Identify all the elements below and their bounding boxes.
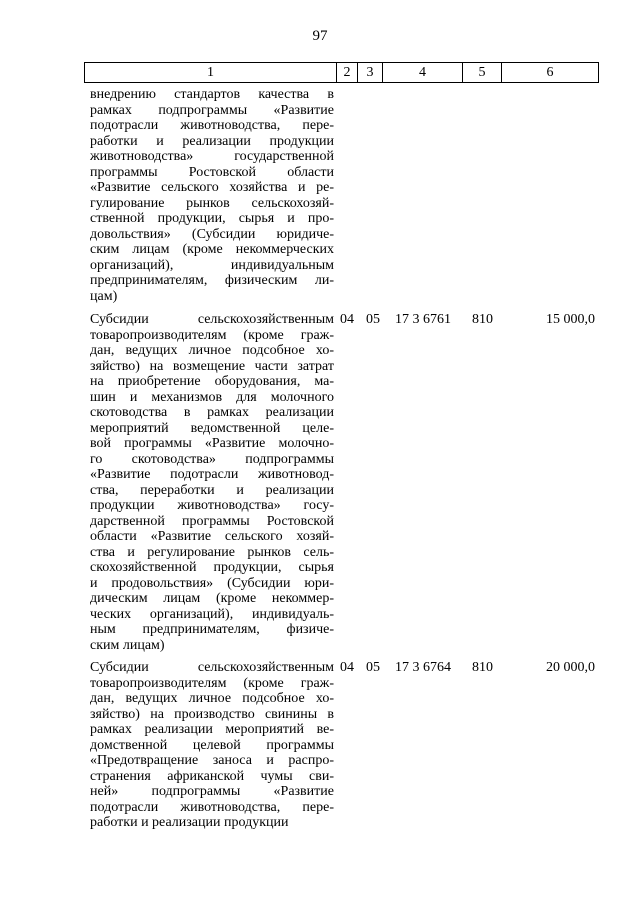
description-line: мероприятий ведомственной целе- [90,420,334,436]
description-line: домственной целевой программы [90,737,334,753]
description-line: Субсидии сельскохозяйственным [90,312,334,327]
description-line: Субсидии сельскохозяйственным [90,660,334,675]
description-line: рамках реализации мероприятий ве- [90,722,334,737]
cell-target-code: 17 3 6761 [395,312,451,327]
description-line: продукции животноводства» госу- [90,498,334,513]
cell-subsection: 05 [366,312,380,327]
description-line: и продовольствия» (Субсидии юри- [90,575,334,591]
column-header-4: 4 [383,63,463,83]
description-line: «Развитие подотрасли животновод- [90,467,334,482]
cell-subsection: 05 [366,660,380,675]
description-line: работки и реализации продукции [90,133,334,149]
description-line: ским лицам) [90,637,165,653]
description-line: подотрасли животноводства, пере- [90,118,334,133]
description-line: вой программы «Развитие молочно- [90,436,334,451]
description-line: внедрению стандартов качества в [90,87,334,102]
description-line: организаций), индивидуальным [90,257,334,273]
description-line: «Предотвращение заноса и распро- [90,753,334,768]
row-description [90,660,334,831]
description-line: ским лицам (кроме некоммерческих [90,242,334,257]
description-line: программы Ростовской области [90,164,334,180]
cell-expense-type: 810 [472,312,493,327]
description-line: подотрасли животноводства, пере- [90,799,334,815]
description-line: области «Развитие сельского хозяй- [90,529,334,544]
description-line: на приобретение оборудования, ма- [90,374,334,389]
description-line: шин и механизмов для молочного [90,389,334,405]
cell-amount: 20 000,0 [546,660,595,675]
column-header-1: 1 [85,63,337,83]
description-line: зяйство) на возмещение части затрат [90,358,334,374]
description-line: товаропроизводителям (кроме граж- [90,327,334,343]
cell-section: 04 [340,312,354,327]
description-line: животноводства» государственной [90,149,334,164]
row-description [90,87,334,304]
description-line: дарственной программы Ростовской [90,513,334,529]
description-line: ственной продукции, сырья и про- [90,211,334,226]
description-line: ней» подпрограммы «Развитие [90,784,334,799]
description-line: ства, переработки и реализации [90,482,334,498]
description-line: скотоводства в рамках реализации [90,405,334,420]
description-line: рамках подпрограммы «Развитие [90,102,334,118]
column-header-table [84,62,599,83]
row-description [90,312,334,653]
description-line: довольствия» (Субсидии юридиче- [90,226,334,242]
column-header-3: 3 [358,63,383,83]
description-line: странения африканской чумы сви- [90,768,334,784]
column-header-6: 6 [502,63,599,83]
page-number: 97 [312,28,328,44]
description-line: цам) [90,288,118,304]
description-line: го скотоводства» подпрограммы [90,451,334,467]
description-line: предпринимателям, физическим ли- [90,273,334,288]
description-line: дическим лицам (кроме некоммер- [90,591,334,606]
column-header-5: 5 [463,63,502,83]
description-line: гулирование рынков сельскохозяй- [90,195,334,211]
description-line: скохозяйственной продукции, сырья [90,560,334,575]
description-line: дан, ведущих личное подсобное хо- [90,691,334,706]
description-line: ства и регулирование рынков сель- [90,544,334,560]
description-line: ческих организаций), индивидуаль- [90,606,334,622]
description-line: товаропроизводителям (кроме граж- [90,675,334,691]
cell-target-code: 17 3 6764 [395,660,451,675]
description-line: «Развитие сельского хозяйства и ре- [90,180,334,195]
description-line: ным предпринимателям, физиче- [90,622,334,637]
column-header-2: 2 [337,63,358,83]
description-line: работки и реализации продукции [90,815,289,830]
description-line: дан, ведущих личное подсобное хо- [90,343,334,358]
cell-amount: 15 000,0 [546,312,595,327]
cell-expense-type: 810 [472,660,493,675]
description-line: зяйство) на производство свинины в [90,706,334,722]
cell-section: 04 [340,660,354,675]
